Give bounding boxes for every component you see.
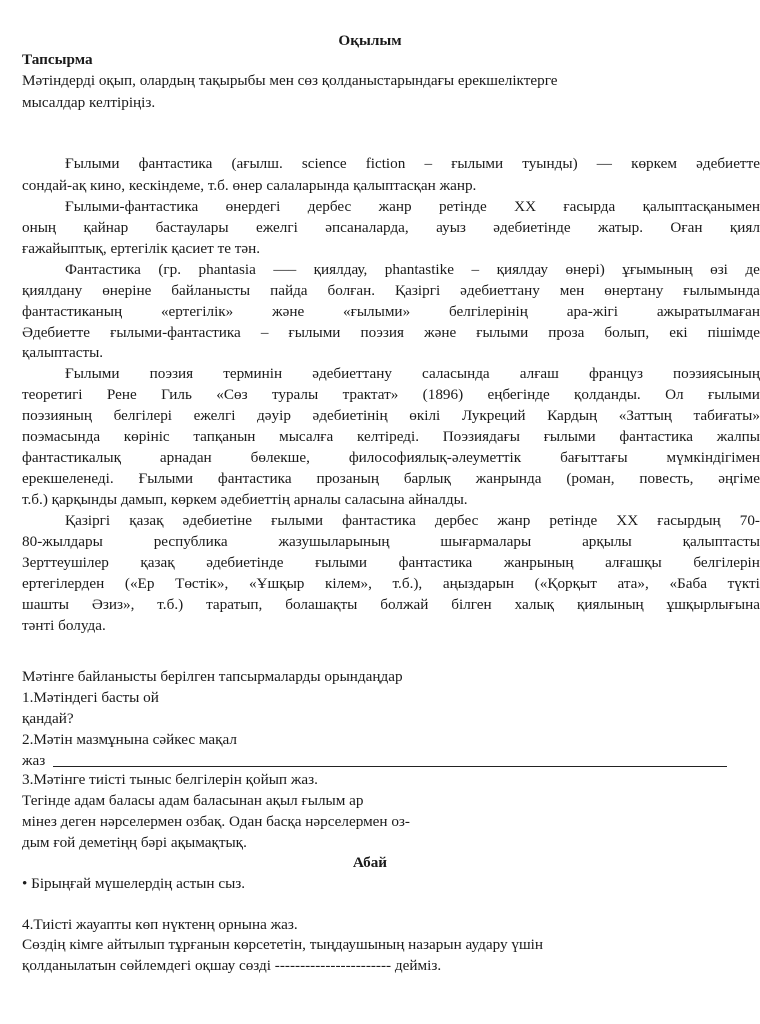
- word: –: [260, 324, 269, 341]
- word: тапқанын: [193, 428, 256, 445]
- word: Әдебиетте: [22, 324, 91, 341]
- word: әдебиетінде: [206, 554, 284, 571]
- passage-line: [22, 576, 760, 591]
- passage-line: [22, 283, 760, 298]
- word: «Заттың: [618, 407, 672, 424]
- word: Фантастика: [65, 261, 141, 278]
- word: оның: [22, 219, 57, 236]
- passage-line: [65, 199, 760, 214]
- word: ғылыми-фантастика: [110, 324, 241, 341]
- word: ХХ: [514, 198, 537, 215]
- word: фантастика: [217, 470, 292, 487]
- word: –: [424, 155, 433, 172]
- passage-line: тәнті болуда.: [22, 617, 106, 634]
- word: ара-жігі: [566, 303, 618, 320]
- word: жалпы: [716, 428, 760, 445]
- word: арнадан: [159, 449, 212, 466]
- word: ата»,: [617, 575, 649, 592]
- word: фантастика: [342, 512, 416, 529]
- word: поэзияның: [22, 407, 92, 424]
- word: қиялдау,: [313, 261, 368, 278]
- word: белгілерінің: [448, 303, 528, 320]
- word: пайда: [270, 282, 308, 299]
- word: де: [745, 261, 760, 278]
- word: (роман,: [566, 470, 615, 487]
- question-4: 4.Тиісті жауапты көп нүктенң орнына жаз.: [22, 916, 298, 933]
- quote-line: Тегінде адам баласы адам баласынан ақыл ғылым ар: [22, 792, 364, 809]
- word: мүмкіндігімен: [666, 449, 760, 466]
- bullet-task: • Бірыңғай мүшелердің астын сыз.: [22, 875, 246, 892]
- quote-line: дым ғой деметіңң бәрі ақымақтық.: [22, 834, 247, 851]
- word: ғылыми: [707, 386, 760, 403]
- word: поэзиясының: [673, 365, 760, 382]
- word: өнері): [565, 261, 605, 278]
- passage-line: [22, 325, 760, 340]
- word: дәуір: [257, 407, 291, 424]
- word: ХХ: [616, 512, 639, 529]
- word: қайнар: [83, 219, 129, 236]
- word: Ғылыми-фантастика: [65, 198, 199, 215]
- word: Лукреций: [461, 407, 526, 424]
- word: ретінде: [438, 198, 487, 215]
- word: еңбегінде: [487, 386, 550, 403]
- word: аңыздарын: [442, 575, 515, 592]
- word: Зерттеушілер: [22, 554, 109, 571]
- word: ретінде: [549, 512, 598, 529]
- word: барлық: [403, 470, 451, 487]
- passage-line: [65, 366, 760, 381]
- page-title: Оқылым: [338, 32, 402, 49]
- word: қиялдау: [496, 261, 548, 278]
- word: білген: [451, 596, 492, 613]
- word: Қазіргі: [395, 282, 441, 299]
- word: ажыратылмаған: [656, 303, 760, 320]
- word: жатыр.: [597, 219, 644, 236]
- passage-line: [22, 534, 760, 549]
- word: Ол: [665, 386, 684, 403]
- quote-line: мінез деген нәрселермен озбақ. Одан басқа нәрселермен оз-: [22, 813, 410, 830]
- word: табиғаты»: [693, 407, 760, 424]
- word: science: [301, 155, 347, 172]
- word: және: [272, 303, 305, 320]
- word: қазақ: [129, 512, 164, 529]
- word: шашты: [22, 596, 69, 613]
- word: «Ұшқыр: [248, 575, 305, 592]
- word: әдебиеттану: [460, 282, 540, 299]
- word: ғылыми: [271, 512, 324, 529]
- passage-line: [65, 262, 760, 277]
- word: әдебиетте: [696, 155, 760, 172]
- word: «ғылыми»: [343, 303, 411, 320]
- word: ежелгі: [193, 407, 236, 424]
- word: және: [424, 324, 457, 341]
- word: Қазіргі: [65, 512, 111, 529]
- word: (1896): [422, 386, 464, 403]
- word: жанрында: [475, 470, 542, 487]
- passage-line: ғажайыптық, ертегілік қасиет те тән.: [22, 240, 261, 257]
- word: Ғылыми: [138, 470, 194, 487]
- word: өнертану: [604, 282, 664, 299]
- word: («Қорқыт: [534, 575, 597, 592]
- question-1: 1.Мәтіндегі басты ой: [22, 689, 159, 706]
- answer-line: [53, 766, 727, 767]
- word: алғашқы: [605, 554, 662, 571]
- word: әдебиетіне: [182, 512, 253, 529]
- word: келтіреді.: [356, 428, 420, 445]
- question-2: 2.Мәтін мазмұнына сәйкес мақал: [22, 731, 237, 748]
- word: бағыттағы: [560, 449, 628, 466]
- word: байланысты: [171, 282, 251, 299]
- passage-line: [22, 429, 760, 444]
- word: Әзиз»,: [91, 596, 135, 613]
- word: мысалға: [279, 428, 334, 445]
- word: ғылымында: [683, 282, 760, 299]
- word: өкілі: [409, 407, 441, 424]
- word: проза: [548, 324, 585, 341]
- word: ежелгі: [256, 219, 298, 236]
- word: прозаның: [316, 470, 379, 487]
- word: ертегілерден: [22, 575, 105, 592]
- word: дербес: [307, 198, 352, 215]
- word: терминін: [223, 365, 283, 382]
- passage-line: [22, 220, 760, 235]
- word: жанрының: [503, 554, 574, 571]
- word: фантастика: [398, 554, 473, 571]
- word: алғаш: [519, 365, 559, 382]
- word: фантастика: [619, 428, 694, 445]
- quote-author: Абай: [352, 854, 388, 871]
- word: әдебиеттану: [312, 365, 392, 382]
- word: ғылыми: [451, 155, 504, 172]
- word: Кардың: [547, 407, 598, 424]
- word: Поэзиядағы: [442, 428, 520, 445]
- passage-line: қалыптасты.: [22, 344, 104, 361]
- word: өнеріне: [102, 282, 152, 299]
- word: өзі: [710, 261, 728, 278]
- word: fiction: [365, 155, 406, 172]
- word: қалыптасты: [682, 533, 760, 550]
- word: фантастиканың: [22, 303, 123, 320]
- word: халық: [514, 596, 555, 613]
- word: екі: [669, 324, 688, 341]
- passage-line: т.б.) қарқынды дамып, көркем әдебиеттің арналы саласына айналды.: [22, 491, 468, 508]
- word: поэзия: [149, 365, 194, 382]
- passage-line: [65, 156, 760, 171]
- word: (ағылш.: [231, 155, 283, 172]
- word: дербес: [434, 512, 479, 529]
- word: т.б.): [157, 596, 184, 613]
- word: көрініс: [123, 428, 170, 445]
- word: туынды): [522, 155, 578, 172]
- word: ғасырдың: [657, 512, 721, 529]
- passage-line: сондай-ақ кино, кескіндеме, т.б. өнер салаларында қалыптасқан жанр.: [22, 177, 477, 194]
- word: қиялының: [576, 596, 644, 613]
- word: ұшқырлығына: [666, 596, 760, 613]
- word: арқылы: [582, 533, 632, 550]
- question-4-text: Сөздің кімге айтылып тұрғанын көрсететін, тыңдаушының назарын аудару үшін: [22, 936, 543, 953]
- question-2: жаз: [22, 752, 46, 769]
- word: республика: [153, 533, 228, 550]
- word: бастаулары: [155, 219, 229, 236]
- word: кілем»,: [325, 575, 372, 592]
- word: поэзия: [360, 324, 405, 341]
- word: таратып,: [206, 596, 263, 613]
- word: белгілері: [113, 407, 173, 424]
- word: Гиль: [161, 386, 192, 403]
- word: ғылыми: [543, 428, 596, 445]
- word: философиялық-әлеуметтік: [348, 449, 522, 466]
- tasks-intro: Мәтінге байланысты берілген тапсырмаларды орындаңдар: [22, 668, 403, 685]
- passage-line: [22, 597, 760, 612]
- word: мен: [559, 282, 585, 299]
- word: жанр: [497, 512, 531, 529]
- word: қиял: [729, 219, 760, 236]
- word: Оған: [670, 219, 703, 236]
- word: түкті: [727, 575, 760, 592]
- word: пішімде: [707, 324, 760, 341]
- passage-line: [22, 387, 760, 402]
- word: –: [471, 261, 480, 278]
- word: ғылыми: [315, 554, 368, 571]
- word: өнердегі: [225, 198, 281, 215]
- word: —: [596, 155, 612, 172]
- word: («Ер: [124, 575, 155, 592]
- word: ауыз: [436, 219, 466, 236]
- word: белгілерін: [693, 554, 760, 571]
- word: 80-жылдары: [22, 533, 103, 550]
- word: болашақты: [285, 596, 358, 613]
- word: ғылыми: [476, 324, 529, 341]
- word: «Сөз: [216, 386, 248, 403]
- word: болжай: [380, 596, 429, 613]
- word: 70-: [739, 512, 760, 529]
- word: Төстік»,: [175, 575, 229, 592]
- task-text-line: Мәтіндерді оқып, олардың тақырыбы мен сөз қолданыстарындағы ерекшеліктерге: [22, 72, 558, 89]
- word: саласында: [422, 365, 490, 382]
- task-label: Тапсырма: [22, 51, 93, 68]
- word: phantasia: [198, 261, 256, 278]
- word: әпсаналарда,: [325, 219, 409, 236]
- word: фантастикалық: [22, 449, 121, 466]
- word: болған.: [327, 282, 376, 299]
- passage-line: [22, 304, 760, 319]
- word: повесть,: [639, 470, 694, 487]
- passage-line: [22, 555, 760, 570]
- passage-line: [22, 408, 760, 423]
- word: Ғылыми: [65, 155, 120, 172]
- passage-line: [22, 471, 760, 486]
- word: бөлекше,: [250, 449, 310, 466]
- word: әңгіме: [718, 470, 760, 487]
- word: трактат»: [342, 386, 399, 403]
- word: қолданды.: [574, 386, 641, 403]
- word: —–: [273, 261, 297, 278]
- word: әдебиетінің: [312, 407, 388, 424]
- passage-line: [65, 513, 760, 528]
- word: қазақ: [140, 554, 175, 571]
- word: жазушыларының: [278, 533, 390, 550]
- word: көркем: [631, 155, 677, 172]
- word: фантастика: [138, 155, 213, 172]
- word: шығармалары: [440, 533, 532, 550]
- word: ғасырда: [563, 198, 616, 215]
- word: француз: [588, 365, 643, 382]
- question-4-text: қолданылатын сөйлемдегі оқшау сөзді ----------------------- дейміз.: [22, 957, 442, 974]
- word: phantastike: [384, 261, 454, 278]
- word: қалыптасқанымен: [642, 198, 760, 215]
- word: жанр: [378, 198, 412, 215]
- word: ұғымының: [622, 261, 693, 278]
- word: поэмасында: [22, 428, 101, 445]
- word: болып,: [604, 324, 650, 341]
- word: (гр.: [158, 261, 182, 278]
- question-1: қандай?: [22, 710, 74, 727]
- word: әдебиетінде: [493, 219, 571, 236]
- word: т.б.),: [392, 575, 423, 592]
- word: Рене: [106, 386, 137, 403]
- word: «ертегілік»: [160, 303, 234, 320]
- question-3: 3.Мәтінге тиісті тыныс белгілерін қойып жаз.: [22, 771, 318, 788]
- task-text-line: мысалдар келтіріңіз.: [22, 94, 156, 111]
- word: ерекшеленеді.: [22, 470, 114, 487]
- passage-line: [22, 450, 760, 465]
- word: теоретигі: [22, 386, 83, 403]
- word: ғылыми: [288, 324, 341, 341]
- word: қиялдану: [22, 282, 83, 299]
- word: «Баба: [669, 575, 707, 592]
- word: Ғылыми: [65, 365, 120, 382]
- word: туралы: [271, 386, 319, 403]
